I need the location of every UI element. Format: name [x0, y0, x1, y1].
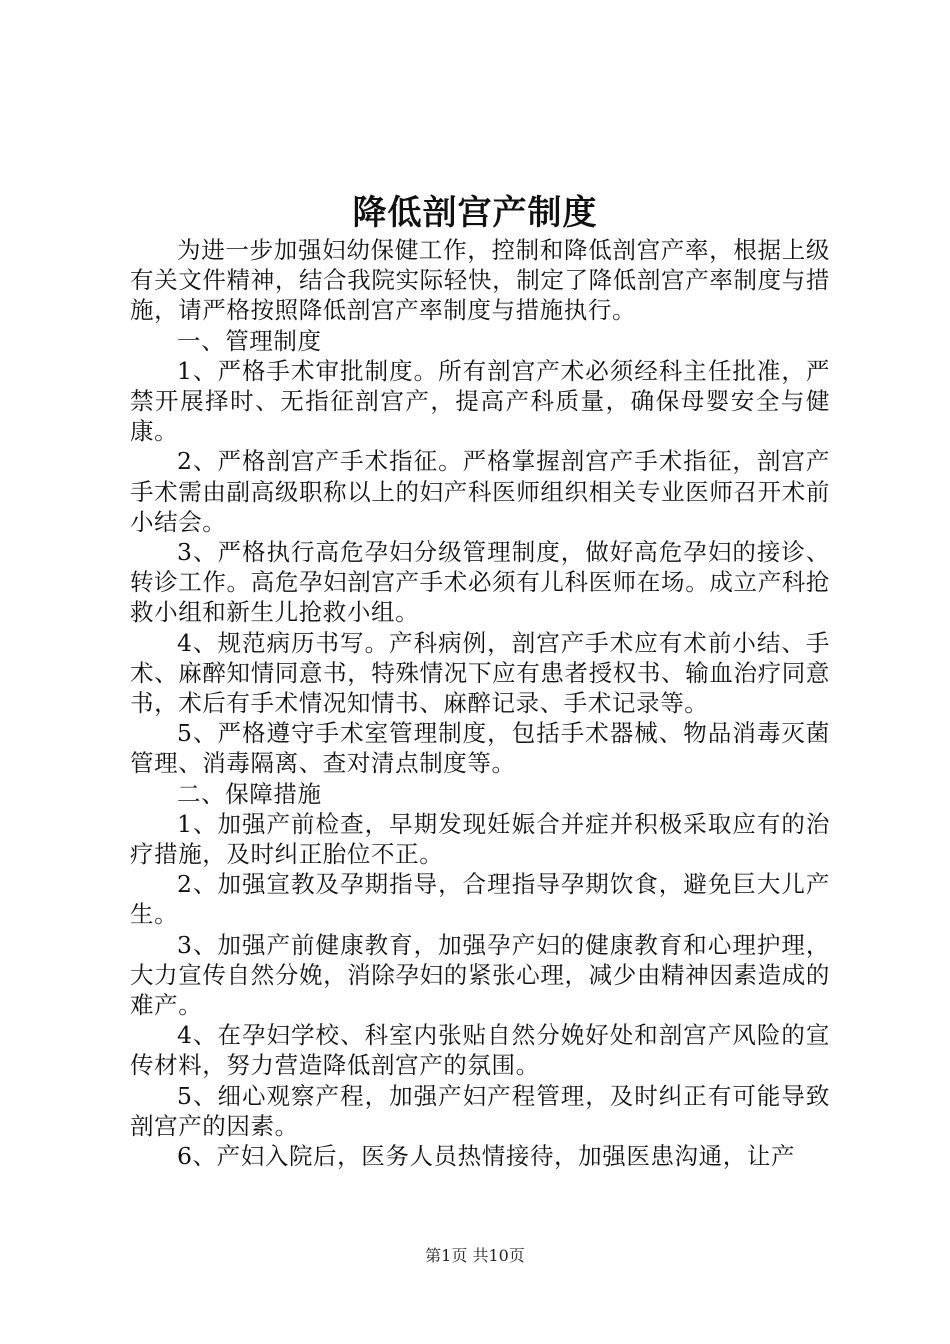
paragraph-measures-5: 5、细心观察产程，加强产妇产程管理，及时纠正有可能导致剖宫产的因素。 — [130, 1081, 830, 1140]
paragraph-measures-3: 3、加强产前健康教育，加强孕产妇的健康教育和心理护理，大力宣传自然分娩，消除孕妇的紧张心理，减少由精神因素造成的难产。 — [130, 930, 830, 1020]
paragraph-management-2: 2、严格剖宫产手术指征。严格掌握剖宫产手术指征，剖宫产手术需由副高级职称以上的妇产科医师组织相关专业医师召开术前小结会。 — [130, 447, 830, 536]
section-heading-measures: 二、保障措施 — [177, 779, 322, 808]
paragraph-management-3: 3、严格执行高危孕妇分级管理制度，做好高危孕妇的接诊、转诊工作。高危孕妇剖宫产手术必须有儿科医师在场。成立产科抢救小组和新生儿抢救小组。 — [130, 538, 830, 627]
section-heading-management: 一、管理制度 — [177, 326, 322, 355]
paragraph-measures-1: 1、加强产前检查，早期发现妊娠合并症并积极采取应有的治疗措施，及时纠正胎位不正。 — [130, 809, 830, 869]
paragraph-measures-4: 4、在孕妇学校、科室内张贴自然分娩好处和剖宫产风险的宣传材料，努力营造降低剖宫产的氛围。 — [130, 1021, 830, 1080]
paragraph-management-4: 4、规范病历书写。产科病例，剖宫产手术应有术前小结、手术、麻醉知情同意书，特殊情况下应有患者授权书、输血治疗同意书，术后有手术情况知情书、麻醉记录、手术记录等。 — [130, 628, 830, 718]
document-body — [130, 235, 830, 1171]
paragraph-management-5: 5、严格遵守手术室管理制度，包括手术器械、物品消毒灭菌管理、消毒隔离、查对清点制度等。 — [130, 719, 830, 778]
paragraph-measures-2: 2、加强宣教及孕期指导，合理指导孕期饮食，避免巨大儿产生。 — [130, 870, 830, 929]
paragraph-management-1: 1、严格手术审批制度。所有剖宫产术必须经科主任批准，严禁开展择时、无指征剖宫产，提高产科质量，确保母婴安全与健康。 — [130, 356, 830, 446]
paragraph-measures-6: 6、产妇入院后，医务人员热情接待，加强医患沟通，让产 — [177, 1142, 796, 1171]
document-title: 降低剖宫产制度 — [352, 193, 598, 233]
page-number-footer: 第1页 共10页 — [425, 1246, 525, 1265]
paragraph-intro: 为进一步加强妇幼保健工作，控制和降低剖宫产率，根据上级有关文件精神，结合我院实际轻快，制定了降低剖宫产率制度与措施，请严格按照降低剖宫产率制度与措施执行。 — [130, 236, 830, 325]
